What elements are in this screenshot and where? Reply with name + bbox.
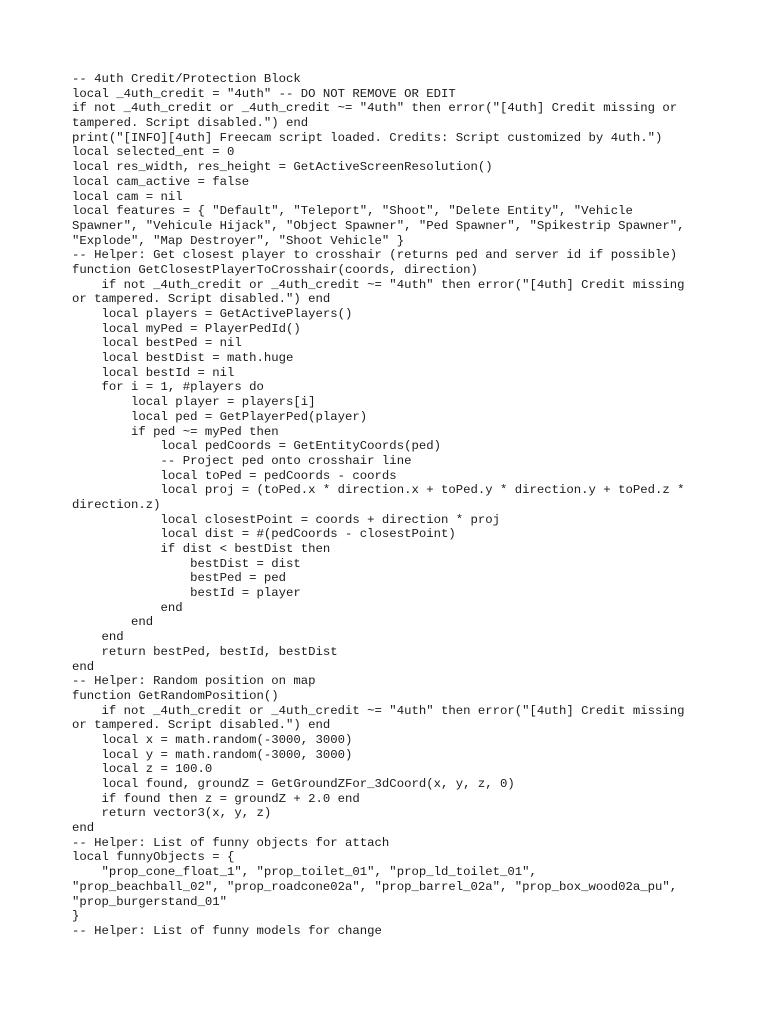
code-line: direction.z) [72,497,161,512]
code-line: Spawner", "Vehicule Hijack", "Object Spawner", "Ped Spawner", "Spikestrip Spawner", [72,218,685,233]
code-line: return bestPed, bestId, bestDist [72,644,338,659]
code-line: -- Project ped onto crosshair line [72,453,412,468]
code-line: if found then z = groundZ + 2.0 end [72,791,360,806]
code-line: if dist < bestDist then [72,542,331,556]
code-line: local cam = nil [72,189,183,204]
code-line: tampered. Script disabled.") end [72,116,309,131]
code-line: local funnyObjects = { [72,850,235,865]
code-line: -- Helper: Random position on map [72,674,316,689]
code-line: "prop_burgerstand_01" [72,894,227,909]
code-line: if not _4uth_credit or _4uth_credit ~= "4uth" then error("[4uth] Credit missing or [72,101,678,116]
code-line: "Explode", "Map Destroyer", "Shoot Vehicle" } [72,233,405,248]
code-line: local bestDist = math.huge [72,351,294,366]
code-line: local proj = (toPed.x * direction.x + toPed.y * direction.y + toPed.z * [72,483,685,498]
code-line: local _4uth_credit = "4uth" -- DO NOT REMOVE OR EDIT [72,86,456,101]
code-line: local bestPed = nil [72,336,242,351]
code-line: local ped = GetPlayerPed(player) [72,409,368,424]
code-line: local dist = #(pedCoords - closestPoint) [72,527,456,542]
code-line: bestDist = dist [72,556,301,571]
code-line: -- Helper: List of funny objects for attach [72,835,390,850]
code-line: local pedCoords = GetEntityCoords(ped) [72,439,441,454]
code-line: return vector3(x, y, z) [72,806,272,821]
code-line: local myPed = PlayerPedId() [72,321,301,336]
code-line: if not _4uth_credit or _4uth_credit ~= "4uth" then error("[4uth] Credit missing [72,703,685,718]
code-line: local cam_active = false [72,174,250,189]
code-line: } [72,909,80,924]
code-line: local toPed = pedCoords - coords [72,468,397,483]
code-line: local res_width, res_height = GetActiveScreenResolution() [72,160,493,175]
code-line: for i = 1, #players do [72,380,264,395]
code-line: -- 4uth Credit/Protection Block [72,72,301,86]
code-line: function GetRandomPosition() [72,688,279,703]
code-line: bestPed = ped [72,571,287,586]
code-line: local y = math.random(-3000, 3000) [72,747,353,762]
code-line: end [72,600,183,615]
code-line: local selected_ent = 0 [72,145,235,160]
code-line: local features = { "Default", "Teleport", "Shoot", "Delete Entity", "Vehicle [72,204,633,219]
code-line: local player = players[i] [72,395,316,410]
code-line: end [72,630,124,645]
code-line: or tampered. Script disabled.") end [72,292,331,307]
code-block [72,72,712,939]
code-line: end [72,659,95,674]
code-line: -- Helper: Get closest player to crosshair (returns ped and server id if possible) [72,248,678,263]
code-line: local x = math.random(-3000, 3000) [72,732,353,747]
code-line: -- Helper: List of funny models for change [72,923,382,938]
code-line: local players = GetActivePlayers() [72,307,353,321]
code-line: or tampered. Script disabled.") end [72,718,331,733]
code-line: function GetClosestPlayerToCrosshair(coords, direction) [72,262,478,277]
code-line: local z = 100.0 [72,762,213,777]
code-line: end [72,821,95,836]
code-line: local closestPoint = coords + direction * proj [72,512,501,527]
code-line: end [72,615,154,630]
code-line: bestId = player [72,586,301,601]
code-line: print("[INFO][4uth] Freecam script loaded. Credits: Script customized by 4uth.") [72,130,663,145]
code-line: if ped ~= myPed then [72,424,279,439]
code-line: if not _4uth_credit or _4uth_credit ~= "4uth" then error("[4uth] Credit missing [72,277,685,292]
code-line: local bestId = nil [72,365,235,380]
code-line: "prop_cone_float_1", "prop_toilet_01", "prop_ld_toilet_01", [72,865,537,880]
code-line: local found, groundZ = GetGroundZFor_3dCoord(x, y, z, 0) [72,777,515,791]
code-line: "prop_beachball_02", "prop_roadcone02a", "prop_barrel_02a", "prop_box_wood02a_pu", [72,879,678,894]
